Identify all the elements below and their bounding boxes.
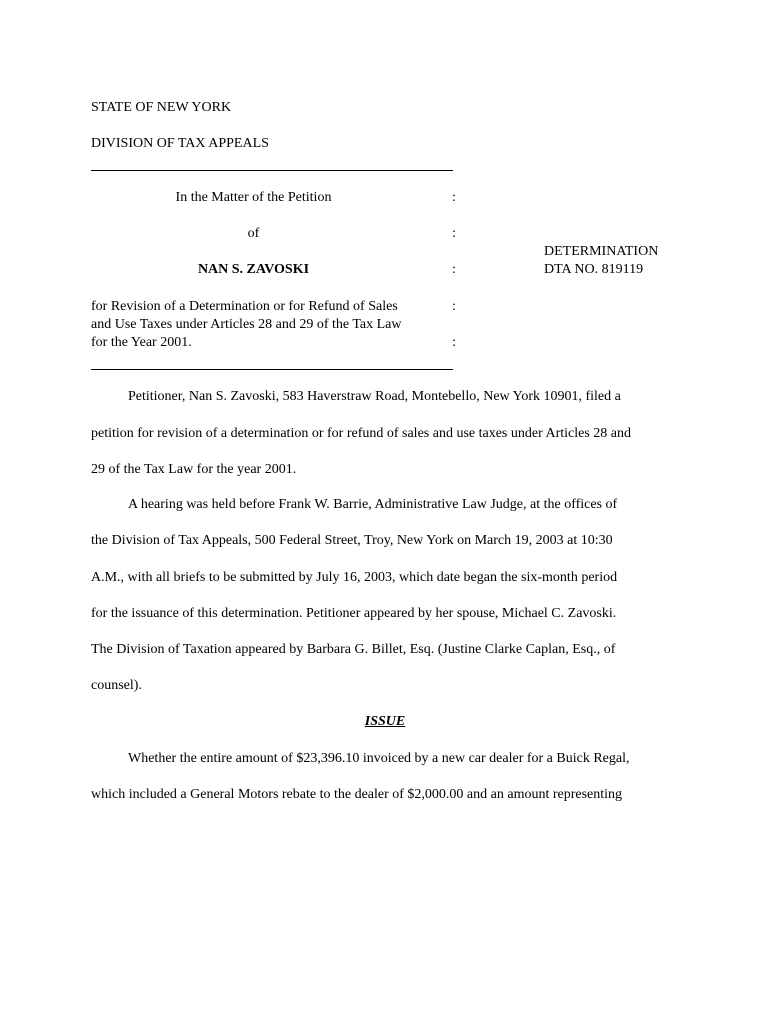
caption-colon: : xyxy=(452,335,456,350)
revision-line-2: and Use Taxes under Articles 28 and 29 of the Tax Law xyxy=(91,317,402,332)
state-heading: STATE OF NEW YORK xyxy=(91,100,232,115)
dta-number: DTA NO. 819119 xyxy=(544,262,644,277)
determination-label: DETERMINATION xyxy=(544,244,659,259)
body-line: A.M., with all briefs to be submitted by July 16, 2003, which date began the six-month period xyxy=(91,570,618,585)
caption-top-rule xyxy=(91,170,453,171)
division-heading: DIVISION OF TAX APPEALS xyxy=(91,136,269,151)
caption-bottom-rule xyxy=(91,369,453,370)
caption-colon: : xyxy=(452,299,456,314)
caption-colon: : xyxy=(452,262,456,277)
revision-line-3: for the Year 2001. xyxy=(91,335,192,350)
petitioner-name: NAN S. ZAVOSKI xyxy=(197,262,310,277)
body-line: petition for revision of a determination or for refund of sales and use taxes under Articles 28 and xyxy=(91,426,632,441)
caption-colon: : xyxy=(452,226,456,241)
body-line: The Division of Taxation appeared by Barbara G. Billet, Esq. (Justine Clarke Caplan, Esq., of xyxy=(91,642,616,657)
body-line: for the issuance of this determination. Petitioner appeared by her spouse, Michael C. Zavoski. xyxy=(91,606,617,621)
issue-heading: ISSUE xyxy=(364,714,406,729)
matter-line: In the Matter of the Petition xyxy=(175,190,332,205)
body-line: Petitioner, Nan S. Zavoski, 583 Haverstraw Road, Montebello, New York 10901, filed a xyxy=(128,389,621,404)
caption-colon: : xyxy=(452,190,456,205)
body-line: Whether the entire amount of $23,396.10 invoiced by a new car dealer for a Buick Regal, xyxy=(128,751,630,766)
body-line: which included a General Motors rebate to the dealer of $2,000.00 and an amount representing xyxy=(91,787,623,802)
body-line: the Division of Tax Appeals, 500 Federal Street, Troy, New York on March 19, 2003 at 10:30 xyxy=(91,533,613,548)
revision-line-1: for Revision of a Determination or for Refund of Sales xyxy=(91,299,398,314)
body-line: A hearing was held before Frank W. Barrie, Administrative Law Judge, at the offices of xyxy=(128,497,618,512)
body-line: counsel). xyxy=(91,678,142,693)
of-line: of xyxy=(247,226,260,241)
body-line: 29 of the Tax Law for the year 2001. xyxy=(91,462,297,477)
